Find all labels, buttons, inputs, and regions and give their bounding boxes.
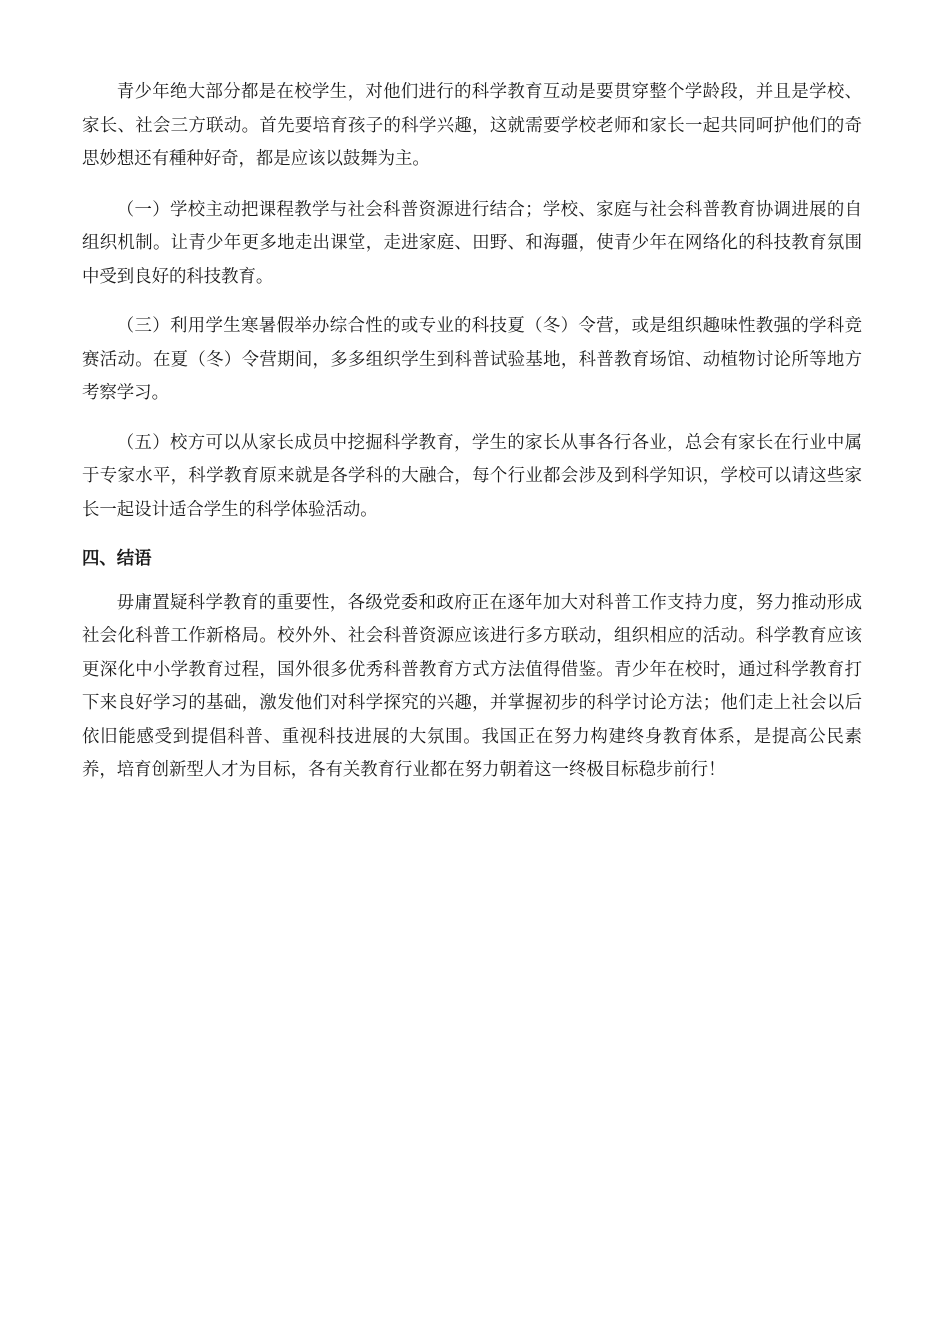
conclusion-paragraph: 毋庸置疑科学教育的重要性，各级党委和政府正在逐年加大对科普工作支持力度，努力推动形成社会化科普工作新格局。校外外、社会科普资源应该进行多方联动，组织相应的活动。科学教育应该更深化中小学教育过程，国外很多优秀科普教育方式方法值得借鉴。青少年在校时，通过科学教育打下来良好学习的基础，激发他们对科学探究的兴趣，并掌握初步的科学讨论方法；他们走上社会以后依旧能感受到提倡科普、重视科技进展的大氛围。我国正在努力构建终身教育体系，是提高公民素养，培育创新型人才为目标，各有关教育行业都在努力朝着这一终极目标稳步前行！ [82, 592, 862, 780]
intro-paragraph: 青少年绝大部分都是在校学生，对他们进行的科学教育互动是要贯穿整个学龄段，并且是学校、家长、社会三方联动。首先要培育孩子的科学兴趣，这就需要学校老师和家长一起共同呵护他们的奇思妙想还有種种好奇，都是应该以鼓舞为主。 [82, 82, 862, 169]
section-heading-conclusion: 四、结语 [82, 549, 152, 569]
item-three-paragraph: （三）利用学生寒暑假举办综合性的或专业的科技夏（冬）令营，或是组织趣味性教强的学科竞赛活动。在夏（冬）令营期间，多多组织学生到科普试验基地，科普教育场馆、动植物讨论所等地方考察学习。 [82, 316, 862, 403]
document-page [82, 76, 862, 804]
item-five-paragraph: （五）校方可以从家长成员中挖掘科学教育，学生的家长从事各行各业，总会有家长在行业中属于专家水平，科学教育原来就是各学科的大融合，每个行业都会涉及到科学知识，学校可以请这些家长一起设计适合学生的科学体验活动。 [82, 432, 862, 520]
item-one-paragraph: （一）学校主动把课程教学与社会科普资源进行结合；学校、家庭与社会科普教育协调进展的自组织机制。让青少年更多地走出课堂，走进家庭、田野、和海疆，使青少年在网络化的科技教育氛围中受到良好的科技教育。 [82, 199, 862, 287]
